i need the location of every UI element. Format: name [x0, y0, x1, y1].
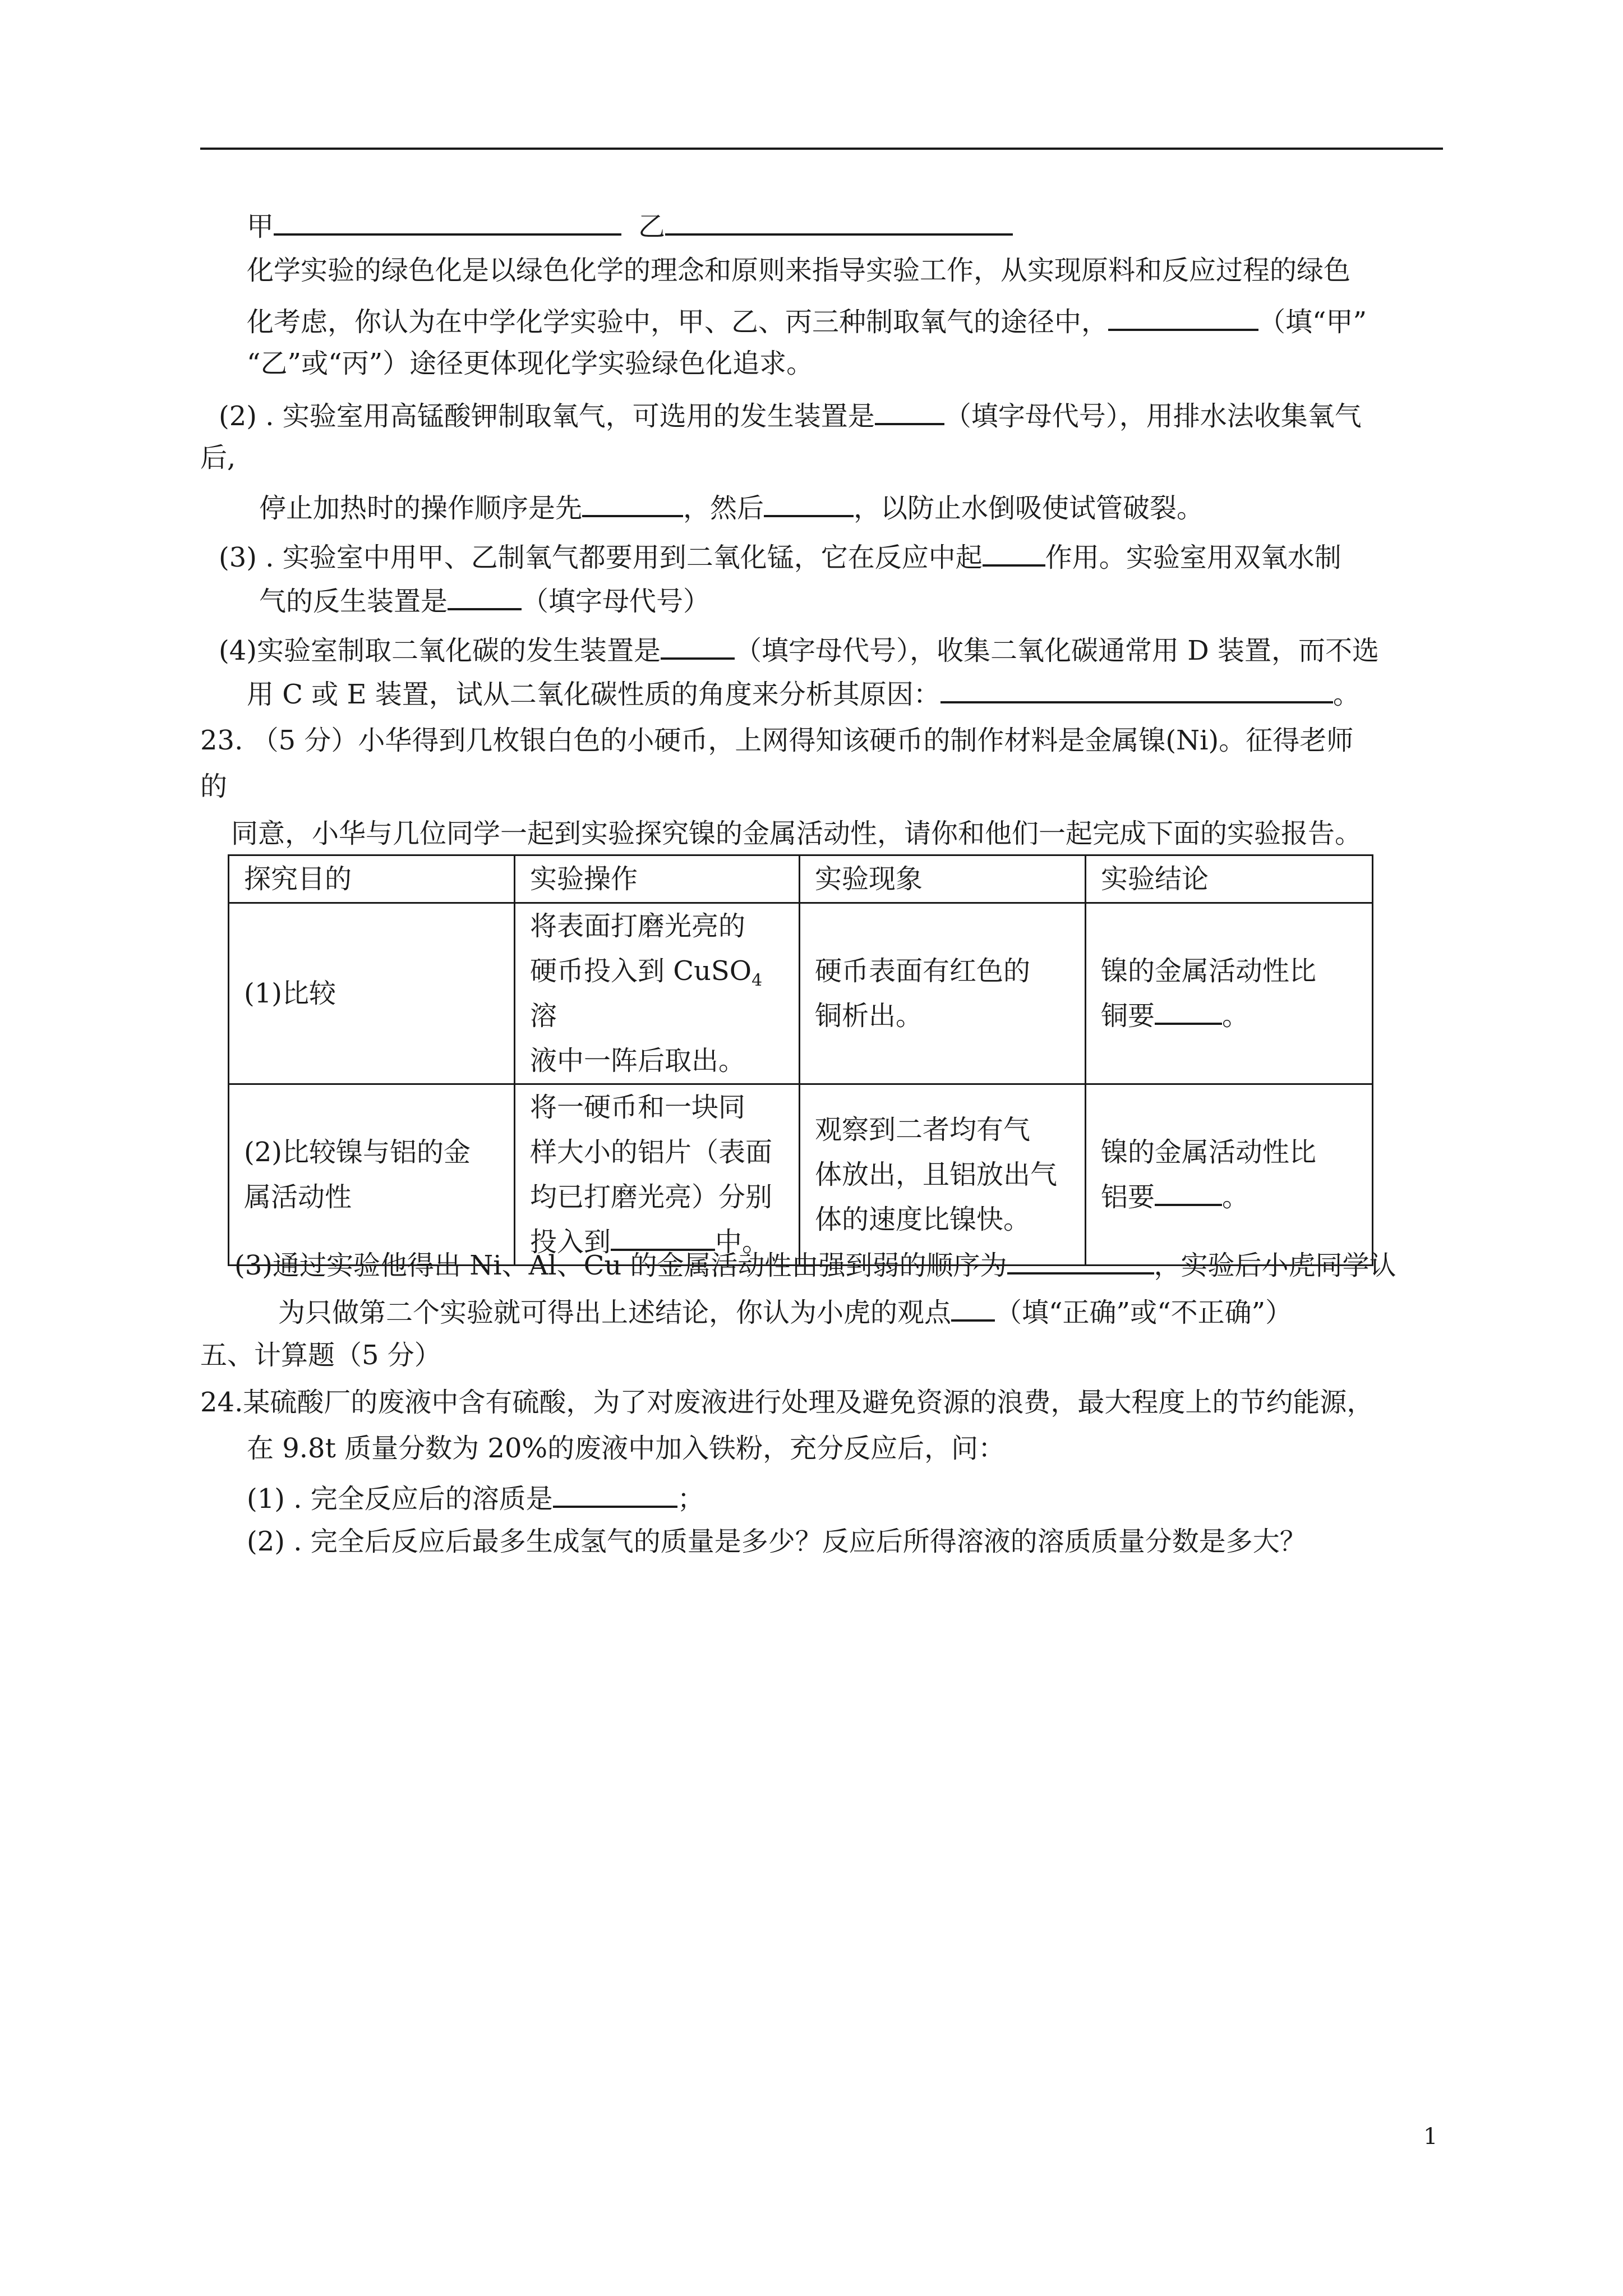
- phenomenon-2-line-2: 体放出，且铝放出气: [815, 1159, 1058, 1190]
- purpose-2-line-1: (2)比较镍与铝的金: [244, 1137, 471, 1168]
- text-green-choice: 化考虑，你认为在中学化学实验中，甲、乙、丙三种制取氧气的途径中，: [247, 306, 1109, 338]
- table-header-row: [229, 855, 1373, 903]
- phenomenon-1-line-1: 硬币表面有红色的: [815, 955, 1031, 987]
- purpose-1-text: (1)比较: [244, 978, 336, 1009]
- conclusion-1-text: 铜要: [1101, 1000, 1155, 1032]
- cell-operation-1: [515, 903, 800, 1084]
- line-q24-part1: [247, 1480, 704, 1516]
- line-q2-device: [219, 397, 1362, 433]
- text-q4-device: (4)实验室制取二氧化碳的发生装置是: [219, 635, 661, 666]
- header-operation: 实验操作: [515, 855, 800, 903]
- line-q2-after: 后,: [200, 442, 236, 473]
- conclusion-2-line-2: [1101, 1175, 1357, 1220]
- phenomenon-2-line-3: 体的速度比镍快。: [815, 1204, 1031, 1235]
- phenomenon-1-line-2: 铜析出。: [815, 1000, 923, 1032]
- blank-conclusion-1[interactable]: [1155, 997, 1222, 1025]
- experiment-report-table: [228, 854, 1373, 1266]
- line-green-chemistry: 化学实验的绿色化是以绿色化学的理念和原则来指导实验工作，从实现原料和反应过程的绿色: [247, 255, 1351, 286]
- operation-1-text: 硬币投入到 CuSO: [530, 955, 752, 987]
- line-q24-intro: 24.某硫酸厂的废液中含有硫酸，为了对废液进行处理及避免资源的浪费，最大程度上的节约能源，: [200, 1387, 1374, 1418]
- text-q23-opinion: 为只做第二个实验就可得出上述结论，你认为小虎的观点: [278, 1297, 952, 1328]
- line-green-route-options: “乙”或“丙”）途径更体现化学实验绿色化追求。: [247, 348, 814, 379]
- conclusion-1-line-2: [1101, 993, 1357, 1038]
- text-semicolon: ；: [677, 1483, 704, 1515]
- operation-1-line-3: 液中一阵后取出。: [530, 1045, 746, 1076]
- line-q4-co2: [219, 632, 1379, 668]
- blank-conclusion-2[interactable]: [1155, 1178, 1222, 1206]
- text-period: 。: [1332, 679, 1360, 710]
- text-q4-reason: 用 C 或 E 装置，试从二氧化碳性质的角度来分析其原因：: [247, 679, 940, 710]
- line-q24-part2: (2) . 完全后反应后最多生成氢气的质量是多少？反应后所得溶液的溶质质量分数是多大？: [247, 1526, 1307, 1557]
- conclusion-2-period: 。: [1222, 1181, 1249, 1213]
- blank-q4-device[interactable]: [661, 632, 735, 660]
- text-fill-hint: （填“甲”: [1258, 306, 1367, 338]
- text-q23-order: (3)通过实验他得出 Ni、Al、Cu 的金属活动性由强到弱的顺序为: [234, 1250, 1007, 1281]
- text-q23-xiaohu: ，实验后小虎同学认: [1154, 1250, 1396, 1281]
- line-green-choice: [247, 303, 1367, 339]
- table-row: [229, 903, 1373, 1084]
- operation-2-line-1: 将一硬币和一块同: [530, 1092, 746, 1123]
- blank-q3-device[interactable]: [448, 582, 522, 610]
- line-q3-catalyst: [219, 539, 1341, 574]
- cell-conclusion-2: [1086, 1084, 1373, 1266]
- label-jia: 甲: [247, 211, 274, 242]
- line-q23-wrap: 的: [200, 771, 228, 802]
- blank-opinion[interactable]: [951, 1294, 995, 1322]
- operation-2-line-2: 样大小的铝片（表面: [530, 1137, 773, 1168]
- line-q24-condition: 在 9.8t 质量分数为 20%的废液中加入铁粉，充分反应后，问：: [247, 1433, 1006, 1464]
- purpose-2-line-2: 属活动性: [244, 1181, 352, 1213]
- blank-jia[interactable]: [274, 208, 621, 236]
- blank-activity-order[interactable]: [1007, 1246, 1154, 1274]
- blank-green-route[interactable]: [1108, 303, 1258, 331]
- line-q3-device: [259, 582, 710, 618]
- operation-1-text-b: 溶: [530, 1000, 557, 1032]
- text-q4-collect: （填字母代号），收集二氧化碳通常用 D 装置，而不选: [735, 635, 1380, 666]
- header-rule: [200, 148, 1443, 150]
- conclusion-2-text: 铝要: [1101, 1181, 1155, 1213]
- section-title-calculation: 五、计算题（5 分）: [200, 1340, 441, 1371]
- text-q2-then: ，然后: [683, 493, 764, 524]
- cell-conclusion-1: [1086, 903, 1373, 1084]
- text-q23-options: （填“正确”或“不正确”）: [995, 1297, 1293, 1328]
- header-purpose: 探究目的: [229, 855, 515, 903]
- conclusion-1-period: 。: [1222, 1000, 1249, 1032]
- text-q2-collect: （填字母代号），用排水法收集氧气: [944, 401, 1362, 432]
- text-q3-device: 气的反生装置是: [259, 586, 448, 617]
- line-q23-intro: 23. （5 分）小华得到几枚银白色的小硬币，上网得知该硬币的制作材料是金属镍(Ni)。征得老师: [200, 725, 1354, 756]
- text-q3-h2o2: 作用。实验室用双氧水制: [1045, 542, 1341, 573]
- line-jia-yi: [247, 208, 1013, 243]
- blank-q2-then[interactable]: [764, 489, 854, 517]
- text-q2-prevent: ，以防止水倒吸使试管破裂。: [854, 493, 1204, 524]
- blank-q2-device[interactable]: [875, 397, 944, 425]
- text-q3-catalyst: (3) . 实验室中用甲、乙制氧气都要用到二氧化锰，它在反应中起: [219, 542, 983, 573]
- header-phenomenon: 实验现象: [800, 855, 1086, 903]
- operation-2-text: 投入到: [530, 1226, 611, 1258]
- line-q4-reason: [247, 675, 1360, 711]
- text-q3-hint: （填字母代号）: [522, 586, 711, 617]
- cell-phenomenon-1: [800, 903, 1086, 1084]
- subscript-4: 4: [751, 970, 763, 991]
- blank-q4-reason[interactable]: [940, 675, 1333, 703]
- text-q24-solute: (1) . 完全反应后的溶质是: [247, 1483, 553, 1515]
- conclusion-2-line-1: 镍的金属活动性比: [1101, 1137, 1317, 1168]
- line-q23-order: [234, 1246, 1396, 1282]
- label-yi: 乙: [638, 211, 666, 242]
- text-q2-stop: 停止加热时的操作顺序是先: [259, 493, 583, 524]
- line-q23-task: 同意，小华与几位同学一起到实验探究镍的金属活动性，请你和他们一起完成下面的实验报告。: [231, 818, 1362, 849]
- table-row: [229, 1084, 1373, 1266]
- blank-solute[interactable]: [553, 1480, 677, 1508]
- blank-q3-role[interactable]: [983, 539, 1045, 567]
- header-conclusion: 实验结论: [1086, 855, 1373, 903]
- page-number: 1: [1423, 2124, 1438, 2150]
- conclusion-1-line-1: 镍的金属活动性比: [1101, 955, 1317, 987]
- blank-yi[interactable]: [665, 208, 1013, 236]
- operation-1-line-1: 将表面打磨光亮的: [530, 910, 746, 942]
- operation-2-line-3: 均已打磨光亮）分别: [530, 1181, 773, 1213]
- line-q2-steps: [259, 489, 1204, 525]
- cell-phenomenon-2: [800, 1084, 1086, 1266]
- operation-2-end: 中。: [715, 1226, 769, 1258]
- cell-purpose-1: [229, 903, 515, 1084]
- text-q2-device: (2) . 实验室用高锰酸钾制取氧气，可选用的发生装置是: [219, 401, 875, 432]
- line-q23-opinion: [278, 1294, 1292, 1329]
- cell-purpose-2: [229, 1084, 515, 1266]
- blank-q2-first[interactable]: [582, 489, 683, 517]
- operation-1-line-2: [530, 949, 784, 1038]
- phenomenon-2-line-1: 观察到二者均有气: [815, 1114, 1031, 1145]
- cell-operation-2: [515, 1084, 800, 1266]
